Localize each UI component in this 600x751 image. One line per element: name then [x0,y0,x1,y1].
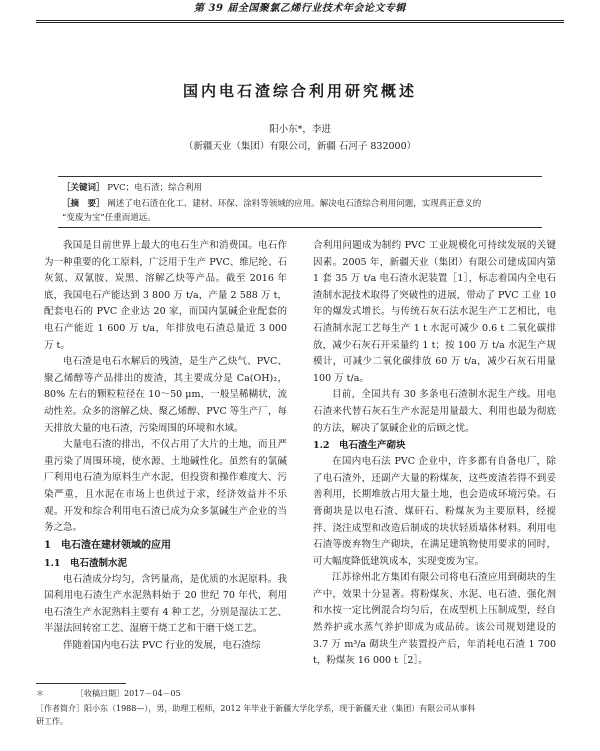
paper-title: 国内电石渣综合利用研究概述 [182,82,417,100]
abstract-line-1 [62,198,481,210]
paragraph: 在国内电石法 PVC 企业中，许多都有自备电厂，除了电石渣外，还副产大量的粉煤灰，这些废渣若得不到妥善利用，长期堆放占用大量土地，也会造成环境污染。石膏砌块是以电石渣、煤矸石、粉煤灰为主要原料，经搅拌、浇注成型和改造后制成的块状轻质墙体材料。利用电石渣等废弃物生产砌块，在满足建筑物使用要求的同时，可大幅度降低建筑成本，实现变废为宝。 [313,456,556,567]
abstract-top-rule [58,176,542,177]
affiliation: （新疆天业（集团）有限公司，新疆 石河子 832000） [183,141,417,152]
subsection-heading-1-2: 1.2 电石渣生产砌块 [313,440,406,452]
abstract-label: ［摘 要］ [62,199,105,209]
running-head-rule-secondary [36,22,564,23]
abstract-text-2: “变废为宝”任重而道远。 [62,213,156,223]
keywords-text: PVC；电石渣；综合利用 [107,183,203,193]
paragraph: 大量电石渣的排出，不仅占用了大片的土地，而且严重污染了周围环境，使水源、土地碱性化。虽然有的氯碱厂利用电石渣为原料生产水泥，但投资和操作难度大、污染严重，且水泥在市场上也供过于求，经济效益并不乐观。开发和综合利用电石渣已成为众多氯碱生产企业的当务之急。 [44,439,287,534]
paragraph: 电石渣是电石水解后的残渣，是生产乙炔气、PVC、聚乙烯醇等产品排出的废渣，其主要成分是 Ca(OH)₂，80% 左右的颗粒粒径在 10～50 μm，一般呈稀糊状，流动性差。众多的溶解乙炔、聚乙烯醇、PVC 等生产厂，每天排放大量的电石渣，污染周围的环境和水域。 [44,356,287,434]
right-column [313,238,556,670]
footnote-author-bio: ［作者简介］阳小东（1988—），男，助理工程师，2012 年毕业于新疆大学化学系，现于新疆天业（集团）有限公司从事科 [36,704,476,713]
footnote-rule [36,683,126,684]
paragraph: 电石渣成分均匀，含钙量高，是优质的水泥原料。我国利用电石渣生产水泥熟料始于 20 世纪 70 年代，利用电石渣生产水泥熟料主要有 4 种工艺，分别是湿法工艺、半湿法回转窑工艺、湿磨干烧工艺和干磨干烧工艺。 [44,573,287,635]
abstract-bottom-rule [58,227,542,228]
paragraph: 我国是目前世界上最大的电石生产和消费国。电石作为一种重要的化工原料，广泛用于生产 PVC、维尼纶、石灰氮、双氰胺、炭黑、溶解乙炔等产品。截至 2016 年底，我国电石产能达到 3 800 万 t/a，产量 2 588 万 t，配套电石的 PVC 企业达 20 家，而国内氯碱企业配套的电石产能近 1 600 万 t/a，年排放电石渣总量近 3 000 万 t。 [44,240,287,351]
subsection-heading-1-1: 1.1 电石渣制水泥 [44,557,128,569]
footnote-author-bio-continued: 研工作。 [36,717,68,726]
running-head-rule [36,20,564,21]
running-head: 第 39 届全国聚氯乙烯行业技术年会论文专辑 [194,3,406,14]
left-column [44,238,287,655]
keywords-line [62,182,202,194]
footnote-received [36,688,564,700]
paragraph: 伴随着国内电石法 PVC 行业的发展，电石渣综 [63,640,261,652]
received-date: ［收稿日期］2017－04－05 [76,689,181,698]
footnote-marker: ＊ [36,689,44,698]
abstract-text-1: 阐述了电石渣在化工、建材、环保、涂料等领域的应用。解决电石渣综合利用问题，实现真正意义的 [107,199,482,209]
abstract-line-2 [62,212,156,224]
keywords-label: ［关键词］ [62,183,105,193]
section-heading-1: 1 电石渣在建材领域的应用 [44,539,171,551]
paragraph: 江苏徐州北方集团有限公司将电石渣应用到砌块的生产中，效果十分显著。将粉煤灰、水泥、电石渣、强化剂和水按一定比例混合均匀后，在成型机上压制成型，经自然养护或水蒸气养护即成为成品砖。该公司规划建设的 3.7 万 m³/a 砌块生产装置投产后，年消耗电石渣 1 700 t，粉煤灰 16 000 t［2］。 [313,572,556,667]
paragraph: 目前，全国共有 30 多条电石渣制水泥生产线。用电石渣来代替石灰石生产水泥是用量最大、利用也最为彻底的方法，解决了氯碱企业的后顾之忧。 [313,389,556,434]
paragraph: 合利用问题成为制约 PVC 工业规模化可持续发展的关键因素。2005 年，新疆天业（集团）有限公司建成国内第 1 套 35 万 t/a 电石渣水泥装置［1］，标志着国内全电石渣制水泥技术取得了突破性的进展，带动了 PVC 工业 10 年的爆发式增长。与传统石灰石法水泥生产工艺相比，电石渣制水泥工艺每生产 1 t 水泥可减少 0.6 t 二氧化碳排放，减少石灰石开采量约 1 t；按 100 万 t/a 水泥生产规模计，可减少二氧化碳排放 60 万 t/a，减少石灰石用量 100 万 t/a。 [313,240,556,384]
authors: 阳小东*，李进 [269,124,331,135]
